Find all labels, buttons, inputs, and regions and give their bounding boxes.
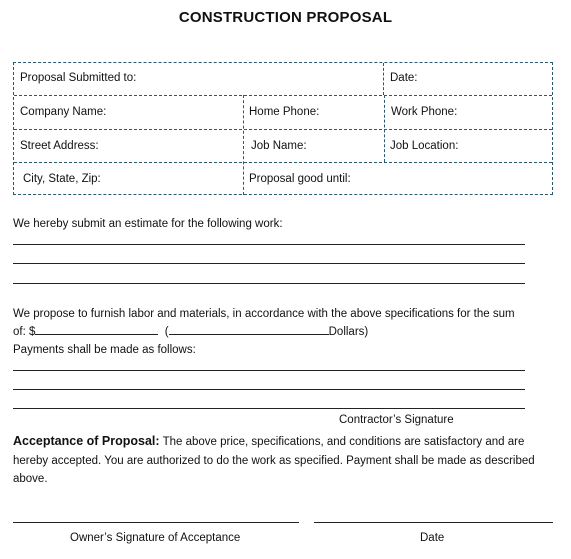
date-signature-line[interactable]: [314, 522, 553, 523]
estimate-line[interactable]: [13, 244, 525, 245]
propose-paren: (: [164, 326, 169, 338]
estimate-line[interactable]: [13, 283, 525, 284]
sum-words-blank[interactable]: [169, 323, 329, 335]
propose-text: We propose to furnish labor and materials, in accordance with the above specifications for the sum: [13, 308, 515, 320]
sum-amount-blank[interactable]: [35, 323, 158, 335]
propose-of-label: of: $: [13, 326, 36, 338]
estimate-intro-text: We hereby submit an estimate for the following work:: [13, 218, 283, 230]
street-address-field[interactable]: Street Address:: [20, 140, 99, 152]
footer-date-label: Date: [420, 532, 445, 544]
contractor-signature-label: Contractor’s Signature: [339, 414, 454, 426]
table-col-divider: [384, 95, 385, 162]
acceptance-text: The above price, specifications, and conditions are satisfactory and are: [159, 436, 525, 448]
dollars-label: Dollars): [328, 326, 369, 338]
proposal-submitted-to-field[interactable]: Proposal Submitted to:: [20, 72, 137, 84]
acceptance-line-3: above.: [13, 473, 48, 485]
job-name-field[interactable]: Job Name:: [251, 140, 307, 152]
acceptance-line-2: hereby accepted. You are authorized to do the work as specified. Payment shall be made as described: [13, 455, 535, 467]
job-location-field[interactable]: Job Location:: [390, 140, 459, 152]
payment-line[interactable]: [13, 408, 525, 409]
document-title: CONSTRUCTION PROPOSAL: [178, 9, 393, 26]
company-name-field[interactable]: Company Name:: [20, 106, 107, 118]
propose-sum-line: [13, 323, 368, 341]
owner-signature-label: Owner’s Signature of Acceptance: [70, 532, 241, 544]
payment-line[interactable]: [13, 389, 525, 390]
acceptance-line-1: [13, 432, 524, 451]
table-row-divider: [14, 129, 552, 130]
owner-signature-line[interactable]: [13, 522, 299, 523]
table-col-divider: [243, 95, 244, 195]
proposal-good-until-field[interactable]: Proposal good until:: [249, 173, 351, 185]
table-row-divider: [14, 95, 552, 96]
table-col-divider: [383, 63, 384, 95]
home-phone-field[interactable]: Home Phone:: [249, 106, 320, 118]
work-phone-field[interactable]: Work Phone:: [391, 106, 458, 118]
proposal-info-table: [13, 62, 553, 195]
acceptance-heading: Acceptance of Proposal:: [13, 434, 160, 448]
payments-text: Payments shall be made as follows:: [13, 344, 196, 356]
city-state-zip-field[interactable]: City, State, Zip:: [23, 173, 101, 185]
estimate-line[interactable]: [13, 263, 525, 264]
table-row-divider: [14, 162, 552, 163]
payment-line[interactable]: [13, 370, 525, 371]
date-field[interactable]: Date:: [390, 72, 418, 84]
